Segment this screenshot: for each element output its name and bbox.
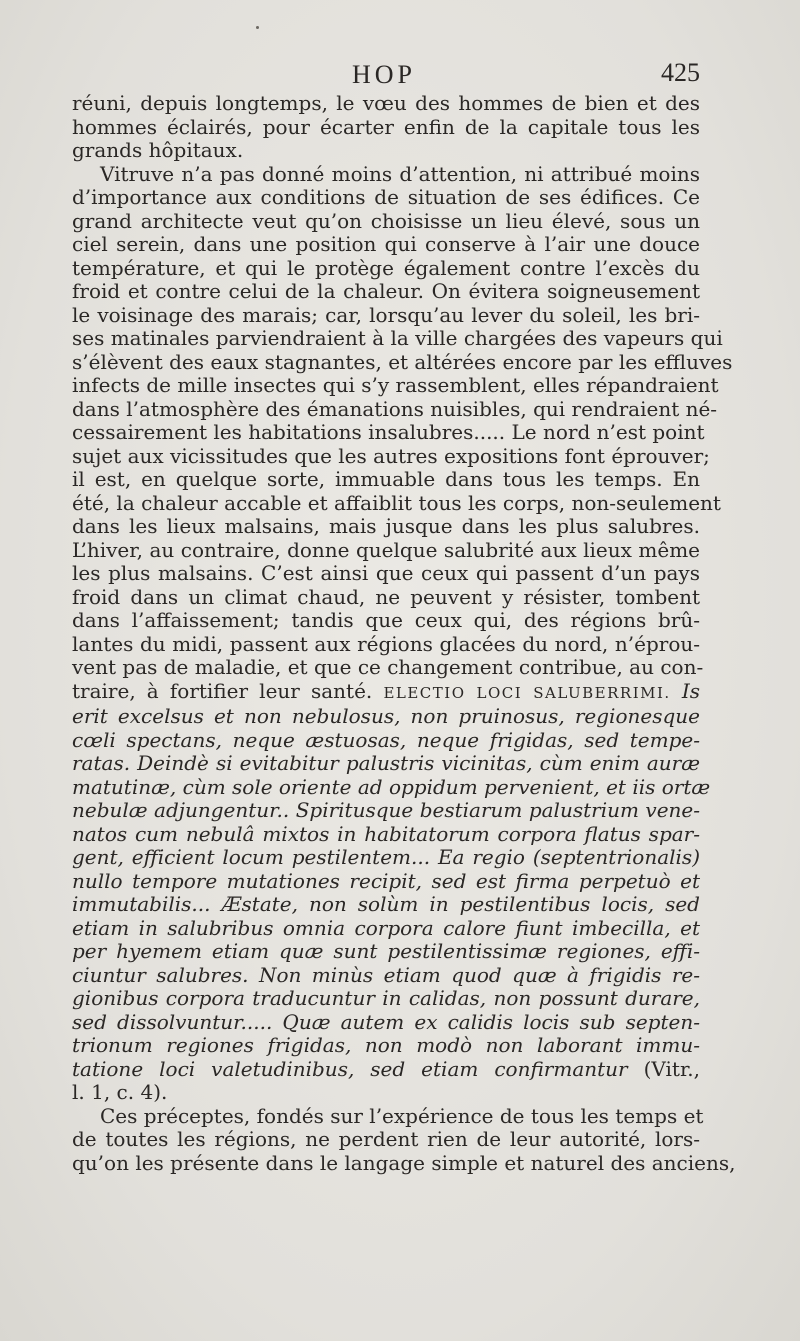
latin-quote-text: gent, efficient locum pestilentem... Ea regio (septentrionalis) [72, 845, 700, 869]
line-text: dans l’affaissement; tandis que ceux qui, des régions brû- [72, 608, 700, 632]
line-text: Vitruve n’a pas donné moins d’attention, ni attribué moins [100, 161, 700, 186]
text-line [72, 823, 700, 847]
line-text: s’élèvent des eaux stagnantes, et altérées encore par les effluves [72, 349, 733, 374]
text-line [72, 586, 700, 610]
text-line [72, 92, 700, 116]
text-line [72, 680, 700, 706]
text-line [72, 186, 700, 210]
line-text: les plus malsains. C’est ainsi que ceux qui passent d’un pays [72, 561, 700, 585]
text-line [72, 468, 700, 492]
line-text: lantes du midi, passent aux régions glacées du nord, n’éprou- [72, 631, 700, 656]
line-text: hommes éclairés, pour écarter enfin de la capitale tous les [72, 114, 700, 139]
text-line [72, 799, 700, 823]
text-line [72, 280, 700, 304]
running-head: HOP [352, 60, 417, 89]
text-line [72, 326, 723, 351]
latin-quote-text: tatione loci valetudinibus, sed etiam confirmantur [72, 1056, 628, 1081]
latin-quote-text: nullo tempore mutationes recipit, sed est firma perpetuò et [72, 868, 700, 893]
text-line [72, 1081, 700, 1105]
latin-quote-text: trionum regiones frigidas, non modò non laborant immu- [72, 1033, 700, 1057]
text-line [72, 964, 700, 988]
line-text: de toutes les régions, ne perdent rien de leur autorité, lors- [72, 1127, 700, 1151]
text-line [72, 304, 700, 328]
page-number: 425 [661, 58, 700, 87]
line-text: ciel serein, dans une position qui conserve à l’air une douce [72, 232, 700, 256]
latin-quote-text: immutabilis... Æstate, non solùm in pestilentibus locis, sed [72, 892, 700, 916]
text-line [72, 729, 700, 753]
text-line [72, 233, 700, 257]
text-line [72, 1034, 700, 1058]
latin-quote-text: etiam in salubribus omnia corpora calore fiunt imbecilla, et [72, 915, 700, 940]
text-line [72, 1150, 736, 1176]
line-text: froid et contre celui de la chaleur. On évitera soigneusement [72, 279, 700, 303]
text-line [72, 163, 700, 187]
latin-quote-text: Is [681, 678, 700, 703]
line-text: l. 1, c. 4). [72, 1080, 168, 1104]
line-text: sujet aux vicissitudes que les autres expositions font éprouver; [72, 443, 710, 468]
latin-quote-text: erit excelsus et non nebulosus, non pruinosus, regionesque [72, 704, 700, 728]
text-line [72, 210, 700, 234]
text-line [72, 539, 700, 563]
line-text: traire, à fortifier leur santé. [72, 678, 373, 703]
text-line [72, 917, 700, 941]
latin-quote-text: nebulæ adjungentur.. Spiritusque bestiarum palustrium vene- [72, 798, 700, 822]
latin-quote-text: per hyemem etiam quæ sunt pestilentissimæ regiones, effi- [72, 939, 700, 963]
page-header [0, 56, 800, 96]
latin-quote-text: natos cum nebulâ mixtos in habitatorum corpora flatus spar- [72, 821, 700, 846]
text-line [72, 752, 700, 776]
line-text: Ces préceptes, fondés sur l’expérience de tous les temps et [100, 1103, 704, 1128]
line-text: été, la chaleur accable et affaiblit tous les corps, non-seulement [72, 490, 721, 515]
text-line [72, 515, 700, 539]
latin-quote-text: ratas. Deindè si evitabitur palustris vicinitas, cùm enim auræ [72, 751, 700, 775]
text-line [72, 396, 718, 422]
text-line [72, 987, 700, 1011]
text-line [72, 373, 719, 398]
line-text: grand architecte veut qu’on choisisse un lieu élevé, sous un [72, 208, 700, 233]
text-line [72, 490, 721, 516]
line-text: grands hôpitaux. [72, 138, 244, 162]
line-text: L’hiver, au contraire, donne quelque salubrité aux lieux même [72, 537, 700, 562]
text-line [72, 940, 700, 964]
section-heading-inline: ELECTIO LOCI SALUBERRIMI. [383, 683, 671, 702]
text-line [72, 655, 704, 680]
text-line [72, 349, 733, 375]
text-line [72, 893, 700, 917]
line-text: température, et qui le protège également contre l’excès du [72, 255, 700, 280]
ink-spot [256, 26, 259, 29]
line-text: dans l’atmosphère des émanations nuisibles, qui rendraient né- [72, 396, 718, 421]
line-text: froid dans un climat chaud, ne peuvent y résister, tombent [72, 584, 700, 609]
latin-quote-text: ciuntur salubres. Non minùs etiam quod quæ à frigidis re- [72, 962, 700, 987]
line-text: vent pas de maladie, et que ce changement contribue, au con- [72, 655, 704, 679]
text-line [72, 139, 700, 163]
body-text [72, 91, 736, 1175]
text-line [72, 1011, 700, 1035]
text-line [72, 116, 700, 140]
line-text: il est, en quelque sorte, immuable dans tous les temps. En [72, 467, 700, 491]
text-line [72, 705, 700, 729]
text-line [72, 1103, 704, 1129]
text-line [72, 257, 700, 281]
text-line [72, 774, 711, 800]
latin-quote-text: cœli spectans, neque æstuosas, neque frigidas, sed tempe- [72, 727, 700, 752]
text-line [72, 870, 700, 894]
text-line [72, 1058, 700, 1082]
line-text: qu’on les présente dans le langage simple et naturel des anciens, [72, 1150, 736, 1175]
text-line [72, 562, 700, 586]
line-text: d’importance aux conditions de situation de ses édifices. Ce [72, 185, 700, 209]
text-line [72, 846, 700, 870]
citation-text: (Vitr., [643, 1056, 701, 1081]
text-line [72, 1128, 700, 1152]
line-text: cessairement les habitations insalubres..... Le nord n’est point [72, 420, 705, 444]
line-text: ses matinales parviendraient à la ville chargées des vapeurs qui [72, 326, 723, 350]
text-line [72, 443, 710, 469]
line-text: dans les lieux malsains, mais jusque dans les plus salubres. [72, 514, 700, 538]
text-line [72, 609, 700, 633]
latin-quote-text: sed dissolvuntur..... Quæ autem ex calidis locis sub septen- [72, 1009, 700, 1034]
line-text: infects de mille insectes qui s’y rassemblent, elles répandraient [72, 373, 719, 397]
text-line [72, 420, 705, 445]
line-text: le voisinage des marais; car, lorsqu’au lever du soleil, les bri- [72, 302, 700, 327]
latin-quote-text: matutinæ, cùm sole oriente ad oppidum pervenient, et iis ortæ [72, 774, 711, 799]
text-line [72, 633, 700, 657]
line-text: réuni, depuis longtemps, le vœu des hommes de bien et des [72, 91, 700, 115]
latin-quote-text: gionibus corpora traducuntur in calidas, non possunt durare, [72, 986, 700, 1010]
